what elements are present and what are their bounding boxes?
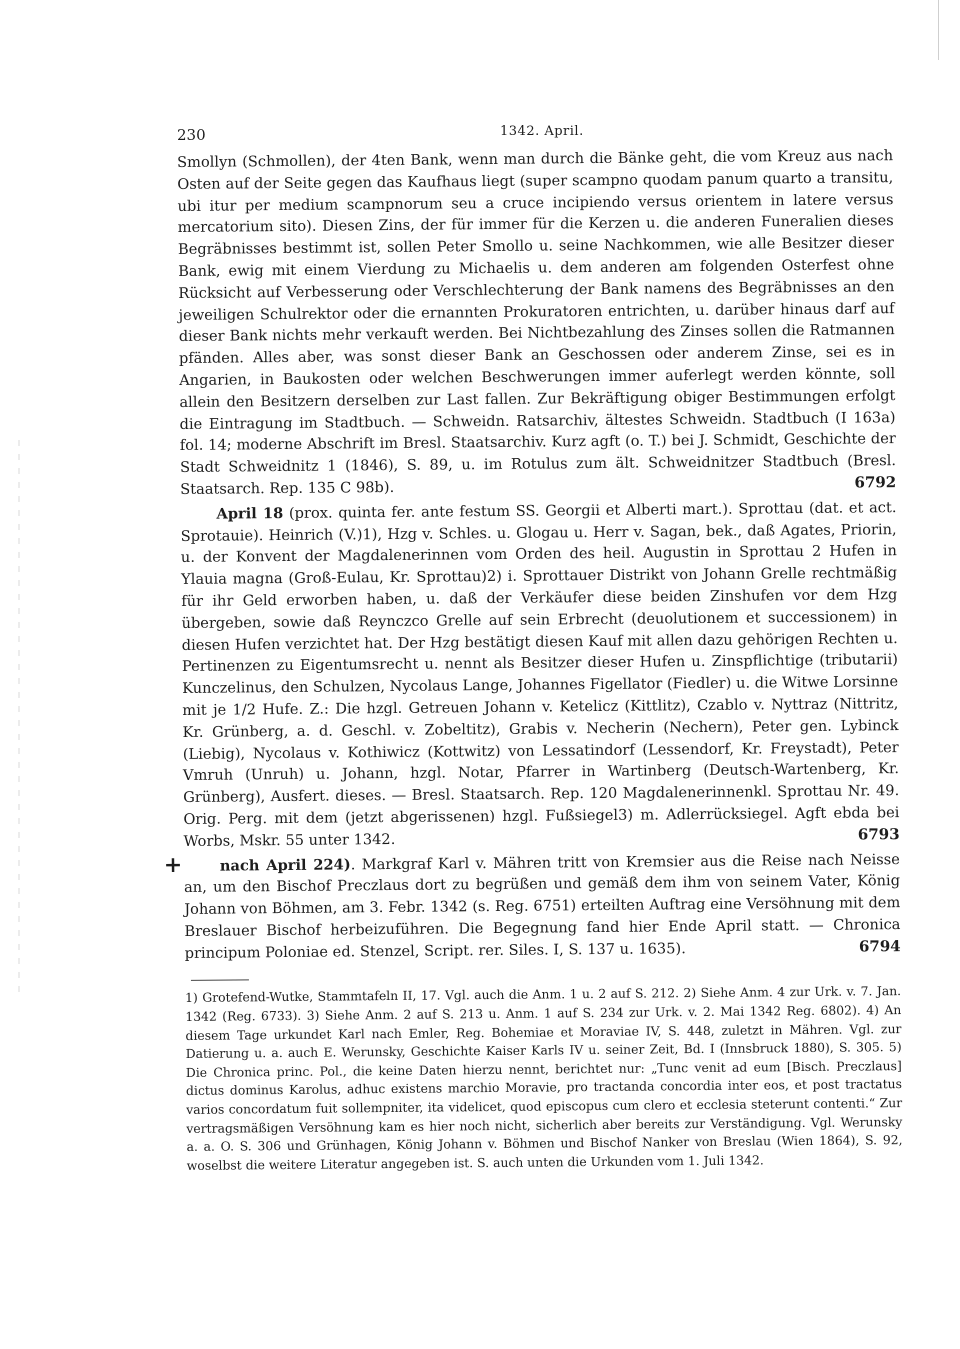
footnotes-text: 1) Grotefend-Wutke, Stammtafeln II, 17. Vgl. auch die Anm. 1 u. 2 auf S. 212. 2) Siehe Anm. 4 zur Urk. v. 7. Jan. 1342 (Reg. 6733). 3) Siehe Anm. 2 auf S. 213 u. Anm. 1 auf S. 234 zur Urk. v. 2. Mai 1342 Reg. 6802). 4) An diesem Tage urkundet Karl nach Emler, Reg. Bohemiae et Moraviae IV, S. 448, zuletzt in Mähren. Vgl. zur Datierung u. a. auch E. Werunsky, Geschichte Kaiser Karls IV u. seiner Zeit, Bd. I (Innsbruck 1880), S. 305. 5) Die Chronica princ. Pol., die keine Daten hierzu nennt, berichtet nur: „Tunc venit ad eum [Bisch. Preczlaus] dictus dominus Karolus, adhuc existens marchio Moravie, pro tractanda concordia inter eos, et post tractatus varios concordatum fuit sollempniter, ita videlicet, quod episcopus cum clero et ecclesia steterunt contenti.“ Zur vertragsmäßigen Versöhnung kam es hier noch nicht, sicherlich aber bereits zur Verständigung. Vgl. Werunsky a. a. O. S. 306 und Grünhagen, König Johann v. Böhmen und Bischof Nanker von Breslau (Wien 1864), S. 92, woselbst die weitere Literatur angegeben ist. S. auch unten die Urkunden vom 1. Juli 1342. xyxy=(185,983,903,1173)
regest-6794 xyxy=(163,849,901,965)
running-title: 1342. April. xyxy=(500,124,584,139)
scan-margin-artifact xyxy=(18,440,20,1000)
regest-text: . Markgraf Karl v. Mähren tritt von Kremsier aus die Reise nach Neisse an, um den Bischof Preczlaus dort zu begrüßen und gemäß dem ihm von seinem Vater, König Johann von Böhmen, am 3. Febr. 1342 (s. Reg. 6751) erteilten Auftrag eine Versöhnung mit dem Breslauer Bischof herbeizuführen. Die Begegnung fand hier Ende April statt. — Chronica principum Poloniae ed. Stenzel, Script. rer. Siles. I, S. 137 u. 1635). xyxy=(183,850,901,962)
regest-6793 xyxy=(180,497,899,853)
regest-date: nach April 224) xyxy=(219,855,351,875)
page-number: 230 xyxy=(177,126,206,144)
regest-number: 6793 xyxy=(857,824,900,844)
handwritten-cross-mark: + xyxy=(163,851,183,878)
regest-number: 6792 xyxy=(854,473,897,492)
regest-date: April 18 xyxy=(216,504,284,523)
scan-edge-artifact xyxy=(938,0,939,60)
main-text xyxy=(163,145,903,1175)
regest-text: Smollyn (Schmollen), der 4ten Bank, wenn man durch die Bänke geht, die vom Kreuz aus nach Osten auf der Seite gegen das Kaufhaus liegt (super scampno quodam panum quarto a transitu, ubi itur per medium scampnorum seu a cruce incipiendo versus orientem in latere versus mercatorium sito). Diesen Zins, der für immer für die Kerzen u. die anderen Funeralien dieses Begräbnisses bestimmt ist, sollen Peter Smollo u. seine Nachkommen, wie alle Besitzer dieser Bank, ewig mit einem Vierdung zu Michaelis u. dem anderen am folgenden Osterfest ohne Rücksicht auf Verbesserung oder Verschlechterung der Bank namens des Begräbnisses an den jeweiligen Schulrektor oder die ernannten Prokuratoren entrichten, u. darüber hinaus darf auf dieser Bank nichts mehr verkauft werden. Bei Nichtbezahlung des Zinses sollen die Ratmannen pfänden. Alles aber, was sonst dieser Bank an Geschossen oder anderem Zinse, sei es in Angarien, in Baukosten oder welchen Beschwerungen immer auferlegt werden könnte, soll allein den Besitzern derselben zur Last fallen. Zur Bekräftigung obiger Bestimmungen erfolgt die Eintragung im Stadtbuch. — Schweidn. Ratsarchiv, ältestes Schweidn. Stadtbuch (I 163a) fol. 14; moderne Abschrift im Bresl. Staatsarchiv. Kurz agft (o. T.) bei J. Schmidt, Geschichte der Stadt Schweidnitz 1 (1846), S. 89, u. im Rotulus zum ält. Schweidnitzer Stadtbuch (Bresl. Staatsarch. Rep. 135 C 98b). xyxy=(177,147,897,498)
footnotes xyxy=(185,983,903,1176)
regest-6792 xyxy=(177,145,896,501)
footnote-rule xyxy=(191,980,249,982)
regest-text: (prox. quinta fer. ante festum SS. Georgii et Alberti mart.). Sprottau (dat. et act. Sprotauie). Heinrich (V.)1), Hzg v. Schles. u. Glogau u. Herr v. Sagan, bek., daß Agates, Priorin, u. der Konvent der Magdalenerinnen vom Orden des heil. Augustin in Sprottau 2 Hufen in Ylauia magna (Groß-Eulau, Kr. Sprottau)2) i. Sprottauer Distrikt von Johann Grelle rechtmäßig für ihr Geld erworben haben, u. daß der Verkäufer diese beiden Zinshufen vor dem Hzg übergeben, sowie daß Reynczco Grelle auf sein Erbrecht (deuolutionem et successionem) in diesen Hufen verzichtet hat. Der Hzg bestätigt diesen Kauf mit allen dazu gehörigen Rechten u. Pertinenzen zu Eigentumsrecht u. nennt als Besitzer dieser Hufen u. Zinspflichtige (tributarii) Kunczelinus, den Schulzen, Nycolaus Lange, Johannes Figellator (Fiedler) u. die Witwe Lorsinne mit je 1/2 Hufe. Z.: Die hzgl. Getreuen Johann v. Ketelicz (Kittlitz), Czablo v. Nyttraz (Nittritz, Kr. Grünberg, a. d. Geschl. v. Zobeltitz), Grabis v. Necherin (Nechern), Peter gen. Lybinck (Liebig), Nycolaus v. Kothiwicz (Kottwitz) von Lessatindorf (Lessendorf, Kr. Freystadt), Peter Vmruh (Unruh) u. Johann, hzgl. Notar, Pfarrer in Wartinberg (Deutsch-Wartenberg, Kr. Grünberg), Ausfert. dieses. — Bresl. Staatsarch. Rep. 120 Magdalenerinnenkl. Sprottau Nr. 49. Orig. Perg. mit dem (jetzt abgerissenen) hzgl. Fußsiegel3) m. Adlerrücksiegel. Agft ebda bei Worbs, Mskr. 55 unter 1342. xyxy=(180,498,900,850)
regest-number: 6794 xyxy=(858,936,901,956)
